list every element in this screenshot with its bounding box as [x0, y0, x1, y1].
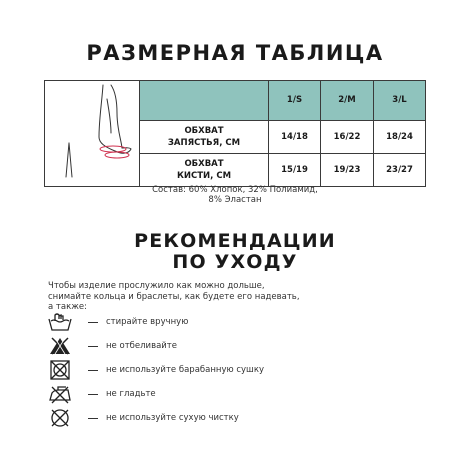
row-label-wrist: ОБХВАТ ЗАПЯСТЬЯ, СМ [140, 120, 269, 154]
no-dry-clean-icon [46, 408, 74, 428]
row-label-hand: ОБХВАТ КИСТИ, СМ [140, 154, 269, 187]
size-header-m: 2/M [321, 81, 374, 121]
size-table-title: РАЗМЕРНАЯ ТАБЛИЦА [86, 41, 384, 65]
care-item-hand-wash [46, 312, 426, 332]
size-header-s: 1/S [269, 81, 321, 121]
hand-size-s: 15/19 [269, 154, 321, 187]
care-text-no-bleach: не отбеливайте [106, 341, 177, 351]
size-header-l: 3/L [374, 81, 426, 121]
care-title: РЕКОМЕНДАЦИИ ПО УХОДУ [134, 230, 336, 273]
header-blank-cell [140, 81, 269, 121]
composition-text: Состав: 60% Хлопок, 32% Полиамид, 8% Эластан [152, 185, 318, 205]
size-table [44, 80, 426, 187]
care-text-no-dry-clean: не используйте сухую чистку [106, 413, 239, 423]
wrist-size-m: 16/22 [321, 120, 374, 154]
care-item-no-dry-clean [46, 408, 426, 428]
wrist-size-l: 18/24 [374, 120, 426, 154]
care-item-no-tumble-dry [46, 360, 426, 380]
wrist-size-s: 14/18 [269, 120, 321, 154]
care-text-no-tumble-dry: не используйте барабанную сушку [106, 365, 264, 375]
hand-size-l: 23/27 [374, 154, 426, 187]
care-item-no-bleach [46, 336, 426, 356]
hand-illustration [45, 81, 140, 187]
no-bleach-icon [46, 336, 74, 356]
hand-size-m: 19/23 [321, 154, 374, 187]
care-text-hand-wash: стирайте вручную [106, 317, 189, 327]
care-intro: Чтобы изделие прослужило как можно дольше, снимайте кольца и браслеты, как будете его надевать, а также: [48, 281, 300, 312]
no-tumble-dry-icon [46, 360, 74, 380]
care-text-no-iron: не гладьте [106, 389, 156, 399]
hand-wash-icon [46, 312, 74, 332]
care-item-no-iron [46, 384, 426, 404]
no-iron-icon [46, 384, 74, 404]
